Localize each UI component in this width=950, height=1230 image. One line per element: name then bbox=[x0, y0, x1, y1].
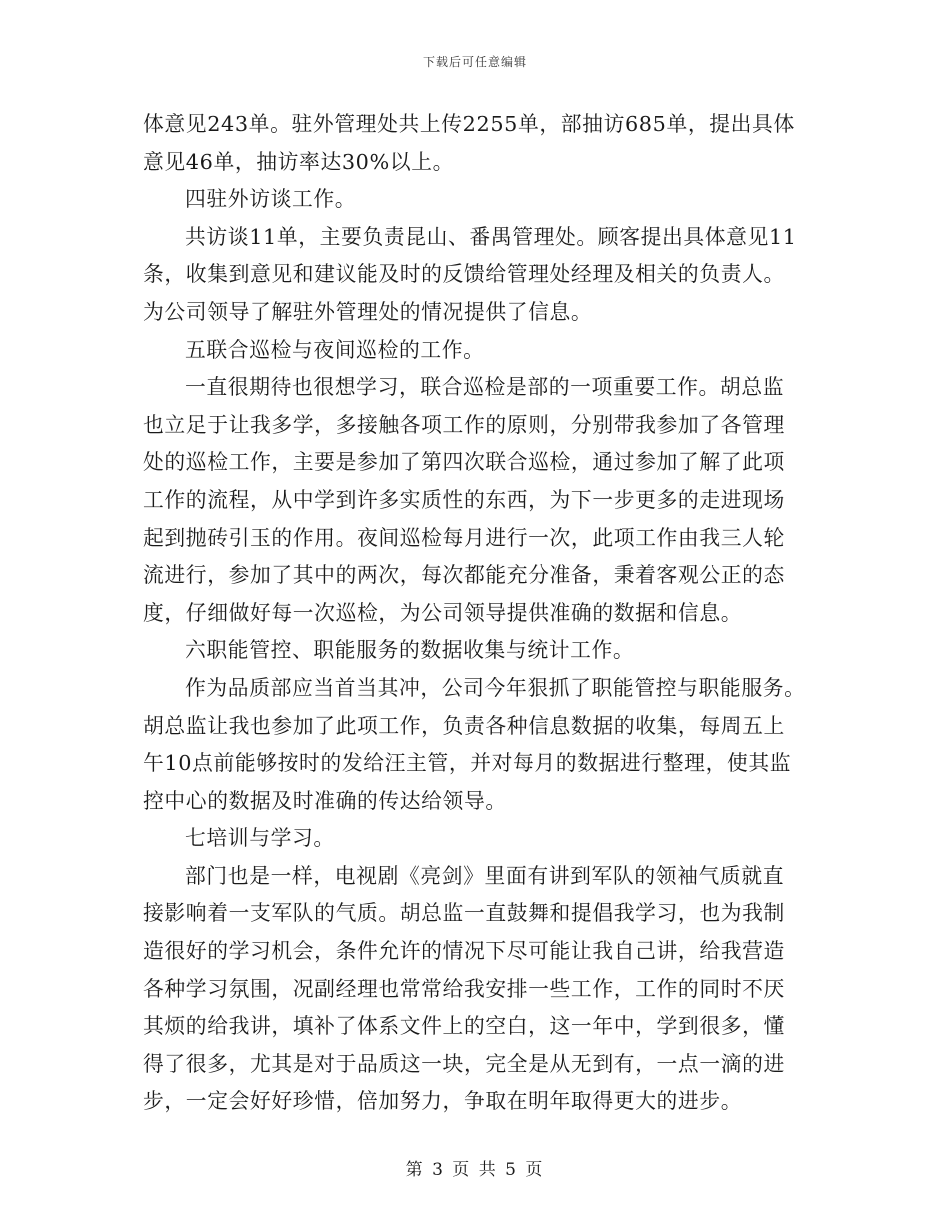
text-line: 控中心的数据及时准确的传达给领导。 bbox=[143, 788, 507, 813]
text-line: 起到抛砖引玉的作用。夜间巡检每月进行一次，此项工作由我三人轮 bbox=[143, 525, 785, 550]
text-line: 五联合巡检与夜间巡检的工作。 bbox=[185, 337, 485, 362]
text-line: 流进行，参加了其中的两次，每次都能充分准备，秉着客观公正的态 bbox=[143, 563, 785, 588]
text-line: 部门也是一样，电视剧《亮剑》里面有讲到军队的领袖气质就直 bbox=[185, 863, 785, 888]
text-line: 胡总监让我也参加了此项工作，负责各种信息数据的收集，每周五上 bbox=[143, 713, 785, 738]
document-body bbox=[143, 106, 808, 1121]
text-line: 条，收集到意见和建议能及时的反馈给管理处经理及相关的负责人。 bbox=[143, 262, 785, 287]
page-footer-page-number: 第 3 页 共 5 页 bbox=[405, 1160, 545, 1180]
text-line: 造很好的学习机会，条件允许的情况下尽可能让我自己讲，给我营造 bbox=[143, 939, 785, 964]
text-line: 步，一定会好好珍惜，倍加努力，争取在明年取得更大的进步。 bbox=[143, 1089, 743, 1114]
text-line: 也立足于让我多学，多接触各项工作的原则，分别带我参加了各管理 bbox=[143, 412, 785, 437]
text-line: 为公司领导了解驻外管理处的情况提供了信息。 bbox=[143, 299, 593, 324]
text-line: 午10点前能够按时的发给汪主管，并对每月的数据进行整理，使其监 bbox=[143, 751, 792, 776]
text-line: 处的巡检工作，主要是参加了第四次联合巡检，通过参加了解了此项 bbox=[143, 450, 785, 475]
text-line: 作为品质部应当首当其冲，公司今年狠抓了职能管控与职能服务。 bbox=[185, 675, 806, 700]
text-line: 工作的流程，从中学到许多实质性的东西，为下一步更多的走进现场 bbox=[143, 487, 785, 512]
text-line: 四驻外访谈工作。 bbox=[185, 187, 357, 212]
text-line: 各种学习氛围，况副经理也常常给我安排一些工作，工作的同时不厌 bbox=[143, 976, 785, 1001]
text-line: 共访谈11单，主要负责昆山、番禺管理处。顾客提出具体意见11 bbox=[185, 224, 797, 249]
text-line: 度，仔细做好每一次巡检，为公司领导提供准确的数据和信息。 bbox=[143, 600, 743, 625]
text-line: 体意见243单。驻外管理处共上传2255单，部抽访685单，提出具体 bbox=[143, 112, 795, 136]
text-line: 其烦的给我讲，填补了体系文件上的空白，这一年中，学到很多，懂 bbox=[143, 1014, 785, 1039]
text-line: 接影响着一支军队的气质。胡总监一直鼓舞和提倡我学习，也为我制 bbox=[143, 901, 785, 926]
text-line: 一直很期待也很想学习，联合巡检是部的一项重要工作。胡总监 bbox=[185, 375, 785, 400]
text-line: 得了很多，尤其是对于品质这一块，完全是从无到有，一点一滴的进 bbox=[143, 1051, 785, 1076]
text-line: 六职能管控、职能服务的数据收集与统计工作。 bbox=[185, 638, 635, 663]
page-header: 下载后可任意编辑 bbox=[422, 55, 527, 69]
text-line: 七培训与学习。 bbox=[185, 826, 335, 851]
text-line: 意见46单，抽访率达30%以上。 bbox=[143, 149, 455, 174]
